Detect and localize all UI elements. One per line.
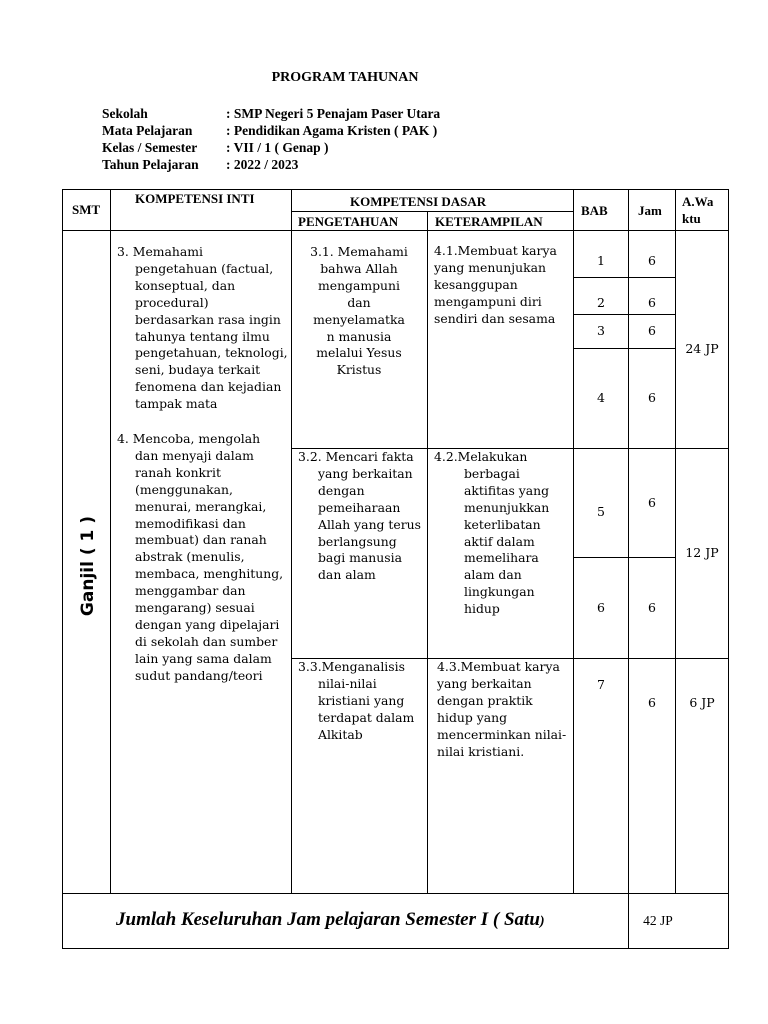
info-label-subject: Mata Pelajaran: [102, 123, 193, 138]
total-value: 42 JP: [643, 913, 673, 928]
info-value-class: : VII / 1 ( Genap ): [226, 140, 329, 155]
header-bab: BAB: [581, 203, 608, 218]
bab-number: 6: [597, 600, 605, 615]
jam-number: 6: [648, 600, 656, 615]
kd-pengetahuan-3-2: 3.2. Mencari fakta yang berkaitan dengan pemeiharaan Allah yang terus berlangsung bagi manusia dan alam: [298, 449, 421, 583]
jam-number: 6: [648, 495, 656, 510]
alokasi-waktu: 6 JP: [689, 695, 715, 710]
bab-number: 3: [597, 323, 605, 338]
jam-number: 6: [648, 390, 656, 405]
info-value-school: : SMP Negeri 5 Penajam Paser Utara: [226, 106, 441, 121]
header-pengetahuan: PENGETAHUAN: [298, 214, 399, 229]
kd-pengetahuan-3-3: 3.3.Menganalisis nilai-nilai kristiani yang terdapat dalam Alkitab: [298, 659, 415, 742]
header-kompetensi-dasar: KOMPETENSI DASAR: [350, 194, 487, 209]
header-kompetensi-inti: KOMPETENSI INTI: [135, 191, 255, 206]
kd-keterampilan-4-2: 4.2.Melakukan berbagai aktifitas yang menunjukkan keterlibatan aktif dalam memelihara alam dan lingkungan hidup: [434, 449, 550, 617]
info-value-year: : 2022 / 2023: [226, 157, 299, 172]
kd-pengetahuan-3-1: 3.1. Memahami bahwa Allah mengampuni dan menyelamatka n manusia melalui Yesus Kristus: [310, 244, 408, 378]
header-keterampilan: KETERAMPILAN: [435, 214, 543, 229]
bab-number: 7: [597, 677, 605, 692]
info-value-subject: : Pendidikan Agama Kristen ( PAK ): [226, 123, 438, 138]
jam-number: 6: [648, 253, 656, 268]
semester-label: Ganjil ( 1 ): [78, 515, 98, 617]
ki-4-text: 4. Mencoba, mengolah dan menyaji dalam ranah konkrit (menggunakan, menurai, merangkai, memodifikasi dan membuat) dan ranah abstrak (menulis, membaca, menghitung, menggambar dan mengarang) sesuai dengan yang dipelajari di sekolah dan sumber lain yang sama dalam sudut pandang/teori: [117, 431, 284, 683]
jam-number: 6: [648, 295, 656, 310]
header-smt: SMT: [72, 202, 101, 217]
info-label-year: Tahun Pelajaran: [102, 157, 199, 172]
jam-number: 6: [648, 695, 656, 710]
info-label-school: Sekolah: [102, 106, 148, 121]
bab-number: 2: [597, 295, 605, 310]
kd-keterampilan-4-3: 4.3.Membuat karya yang berkaitan dengan praktik hidup yang mencerminkan nilai- nilai kristiani.: [437, 659, 567, 759]
bab-number: 5: [597, 504, 605, 519]
bab-number: 4: [597, 390, 605, 405]
ki-3-text: 3. Memahami pengetahuan (factual, konseptual, dan procedural) berdasarkan rasa ingin tahunya tentang ilmu pengetahuan, teknologi, seni, budaya terkait fenomena dan kejadian tampak mata: [117, 244, 288, 412]
jam-number: 6: [648, 323, 656, 338]
kd-keterampilan-4-1: 4.1.Membuat karya yang menunjukan kesanggupan mengampuni diri sendiri dan sesama: [434, 243, 557, 326]
header-alokasi-waktu-line1: A.Wa: [682, 194, 714, 209]
alokasi-waktu: 12 JP: [685, 545, 719, 560]
header-alokasi-waktu-line2: ktu: [682, 211, 701, 226]
document-title: PROGRAM TAHUNAN: [271, 70, 419, 85]
header-jam: Jam: [638, 203, 662, 218]
bab-number: 1: [597, 253, 605, 268]
info-label-class: Kelas / Semester: [102, 140, 198, 155]
alokasi-waktu: 24 JP: [685, 341, 719, 356]
total-label: Jumlah Keseluruhan Jam pelajaran Semester I ( Satu): [116, 909, 545, 930]
